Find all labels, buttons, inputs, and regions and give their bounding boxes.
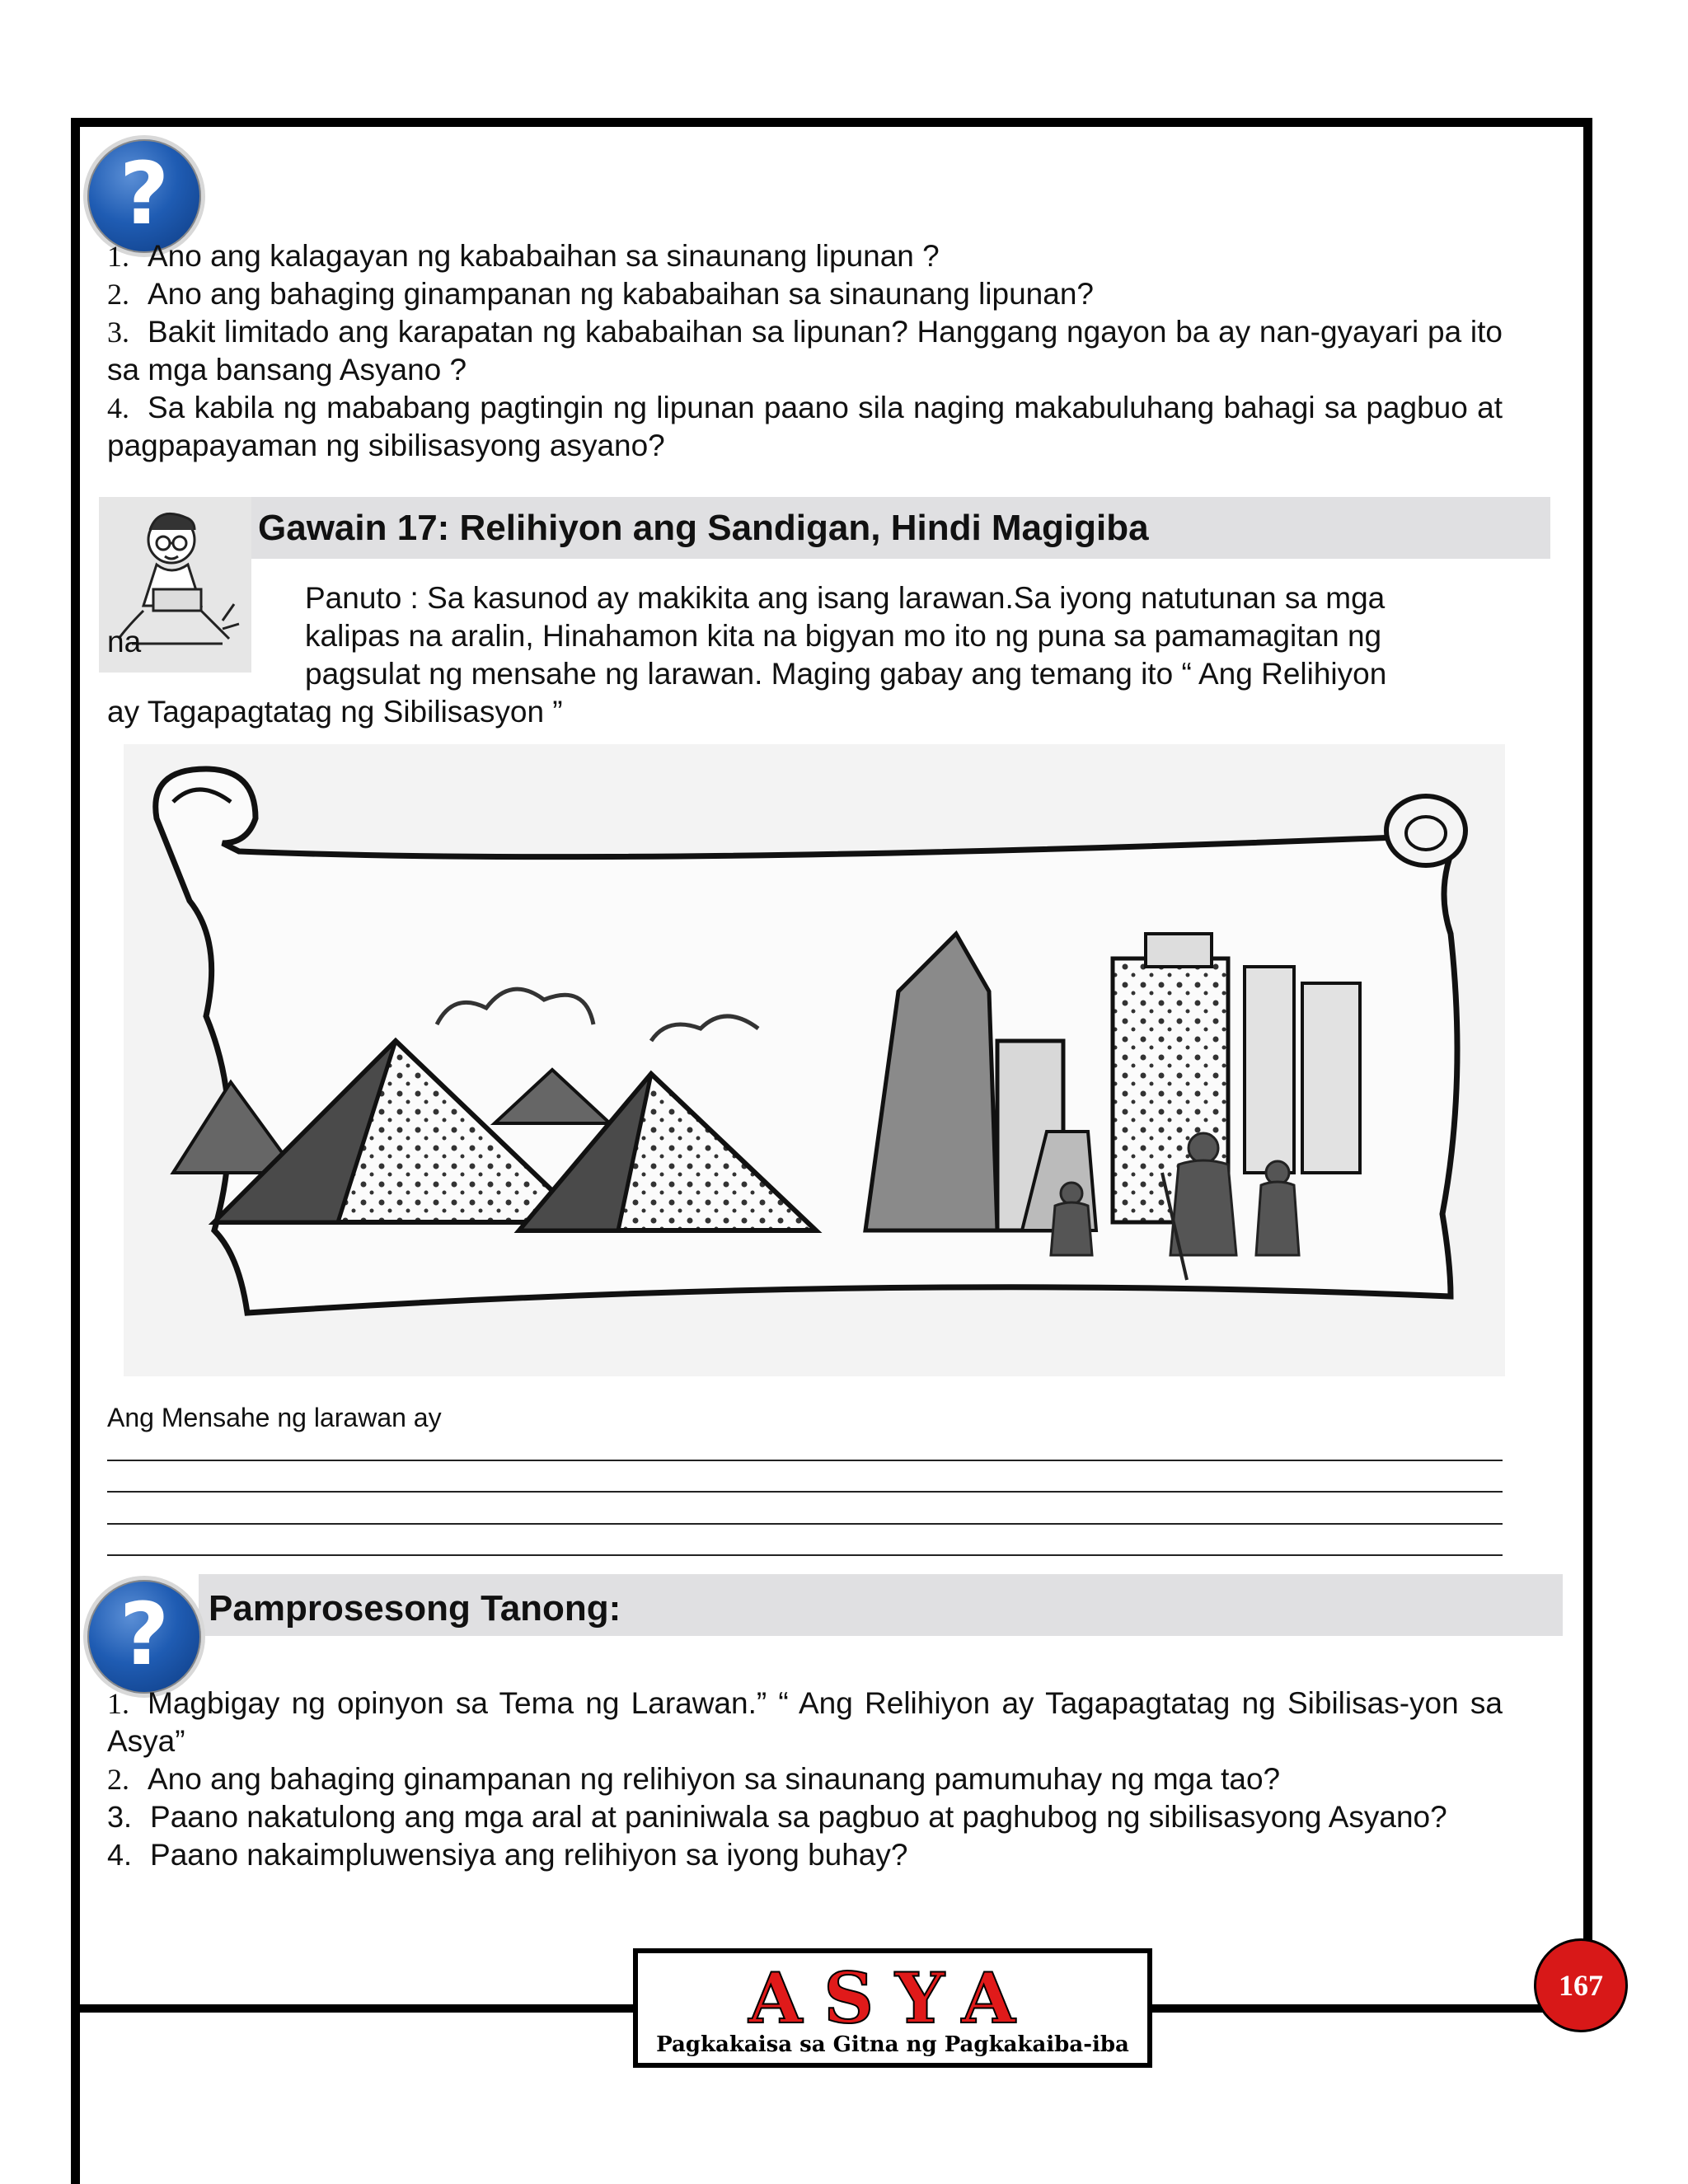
question-mark-icon: ? — [83, 135, 205, 257]
question-mark-icon: ? — [83, 1576, 205, 1698]
list-item: 3. Bakit limitado ang karapatan ng kababaihan sa lipunan? Hanggang ngayon ba ay nan-gyayari pa ito sa mga bansang Asyano ? — [107, 315, 1503, 387]
answer-line — [107, 1491, 1503, 1493]
answer-line — [107, 1554, 1503, 1556]
message-label: Ang Mensahe ng larawan ay — [107, 1403, 442, 1432]
list-item: 3. Paano nakatulong ang mga aral at paniniwala sa pagbuo at paghubog ng sibilisasyong Asyano? — [107, 1800, 1447, 1834]
list-item: 1. Magbigay ng opinyon sa Tema ng Larawan.” “ Ang Relihiyon ay Tagapagtatag ng Sibilisas-yon sa Asya” — [107, 1686, 1503, 1758]
asya-logo: ASYA — [748, 1957, 1037, 2039]
footer-subtitle: Pagkakaisa sa Gitna ng Pagkakaiba-iba — [656, 2032, 1129, 2057]
na-text: na — [107, 625, 142, 658]
list-item: 2. Ano ang bahaging ginampanan ng kababaihan sa sinaunang lipunan? — [107, 277, 1094, 311]
instruction-line: Panuto : Sa kasunod ay makikita ang isang larawan.Sa iyong natutunan sa mga — [305, 581, 1386, 615]
activity-instructions — [305, 579, 1484, 693]
list-item: 4. Paano nakaimpluwensiya ang relihiyon sa iyong buhay? — [107, 1838, 908, 1872]
list-item: 2. Ano ang bahaging ginampanan ng relihiyon sa sinaunang pamumuhay ng mga tao? — [107, 1762, 1281, 1796]
instruction-line: kalipas na aralin, Hinahamon kita na bigyan mo ito ng puna sa pamamagitan ng — [305, 619, 1382, 653]
answer-line — [107, 1460, 1503, 1461]
frame-top-border — [71, 118, 1592, 127]
scroll-illustration — [124, 744, 1505, 1376]
instruction-line: pagsulat ng mensahe ng larawan. Maging gabay ang temang ito “ Ang Relihiyon — [305, 657, 1387, 691]
list-item: 1. Ano ang kalagayan ng kababaihan sa sinaunang lipunan ? — [107, 239, 940, 273]
footer-logo-box — [633, 1948, 1152, 2068]
top-question-list — [107, 237, 1503, 465]
processing-title: Pamprosesong Tanong: — [209, 1588, 621, 1629]
frame-right-border — [1583, 118, 1592, 2013]
instruction-line-last: ay Tagapagtatag ng Sibilisasyon ” — [107, 695, 563, 729]
list-item: 4. Sa kabila ng mababang pagtingin ng lipunan paano sila naging makabuluhang bahagi sa pagbuo at pagpapayaman ng sibilisasyong asyano? — [107, 391, 1503, 462]
activity-title: Gawain 17: Relihiyon ang Sandigan, Hindi Magigiba — [258, 508, 1149, 548]
frame-left-border — [71, 118, 80, 2184]
answer-line — [107, 1523, 1503, 1525]
page-number-badge — [1534, 1938, 1628, 2032]
processing-question-list — [107, 1685, 1503, 1874]
page-number: 167 — [1559, 1969, 1603, 2002]
